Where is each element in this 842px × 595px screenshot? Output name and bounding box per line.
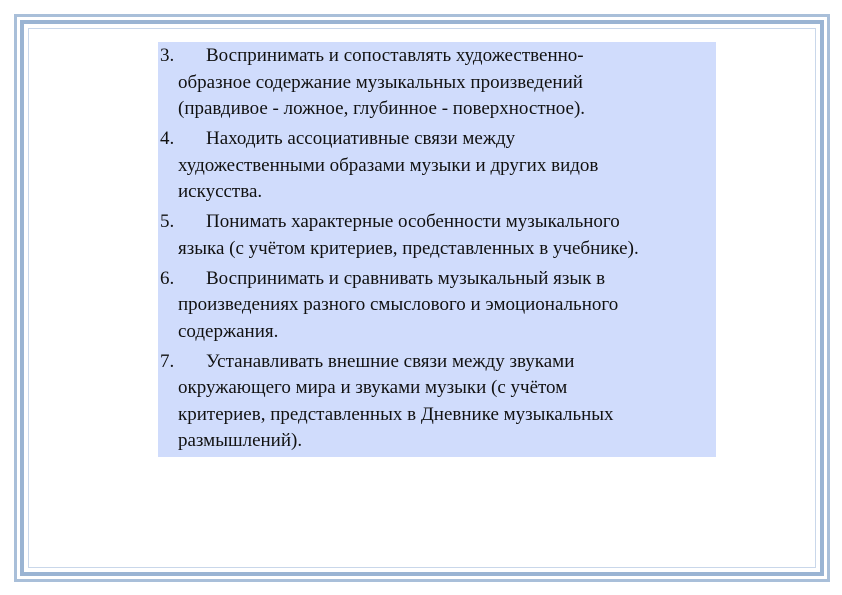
list-item-line: Понимать характерные особенности музыкального: [206, 211, 620, 232]
list-item-line: произведениях разного смыслового и эмоционального: [178, 294, 619, 315]
list-item-line: (правдивое - ложное, глубинное - поверхностное).: [178, 98, 586, 119]
list-item-line: окружающего мира и звуками музыки (с учётом: [178, 377, 568, 398]
list-item-line: языка (с учётом критериев, представленных в учебнике).: [178, 237, 639, 259]
list-item-line: Воспринимать и сравнивать музыкальный язык в: [206, 267, 606, 289]
list-item-number: 7.: [160, 350, 175, 372]
list-item-number: 5.: [160, 211, 175, 232]
list-item-line: Воспринимать и сопоставлять художественно-: [206, 45, 584, 66]
list-item-line: содержания.: [178, 320, 279, 342]
list-item: [160, 43, 712, 123]
list-item-line: образное содержание музыкальных произведений: [178, 71, 583, 93]
list-item-text: [178, 349, 712, 455]
objectives-list: [158, 42, 716, 457]
list-item: [160, 126, 712, 206]
list-item-text: [178, 43, 712, 123]
list-item: [160, 266, 712, 346]
list-item-number: 4.: [160, 128, 175, 149]
list-item-number: 3.: [160, 45, 175, 66]
list-item-line: художественными образами музыки и других видов: [178, 154, 599, 176]
list-item-text: [178, 209, 712, 262]
list-item-text: [178, 266, 712, 346]
list-item: [160, 209, 712, 262]
list-item-text: [178, 126, 712, 206]
list-item-line: размышлений).: [178, 430, 303, 451]
list-item-line: искусства.: [178, 181, 263, 202]
list-item: [160, 349, 712, 455]
list-item-number: 6.: [160, 267, 175, 289]
list-item-line: критериев, представленных в Дневнике музыкальных: [178, 403, 614, 425]
list-item-line: Находить ассоциативные связи между: [206, 128, 516, 149]
list-item-line: Устанавливать внешние связи между звуками: [206, 350, 575, 372]
